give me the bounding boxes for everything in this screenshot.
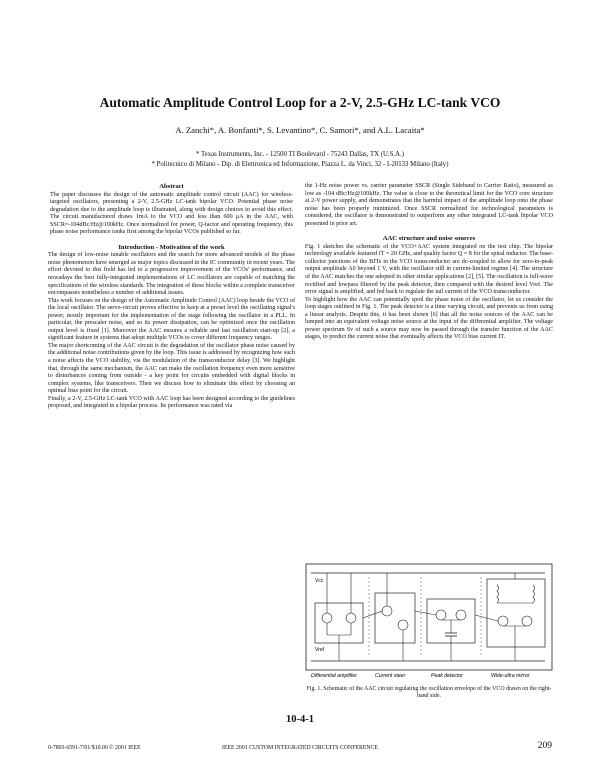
page-number: 209 xyxy=(537,741,552,751)
vco-transistor-b xyxy=(522,616,532,626)
wide-mirror-label: Wide-ultra mirror xyxy=(491,673,530,679)
right-column xyxy=(305,183,553,342)
diff-amp-label: Differential amplifier xyxy=(311,673,357,679)
intro-continued: the 1-Hz noise power vs. carrier parameter SSCR (Single Sideband to Carrier Ratio), measured as low as -104 dBc/Hz@100kHz. The value is close to the theoretical limit for the VCO core structure at 2-V power supply, and demonstrates that the harmful impact of the amplitude loop onto the phase noise has been properly minimized. Once SSCR normalized for technological parameters is considered, the oscillator is demonstrated to outperform any other integrated LC-tank bipolar VCO presented in prior art. xyxy=(305,183,553,227)
tank-inductor-a xyxy=(497,585,499,603)
left-column xyxy=(48,183,295,411)
aac-heading: AAC structure and noise sources xyxy=(382,235,476,243)
affiliation-ti: * Texas Instruments, Inc. - 12500 TI Boulevard - 75243 Dallas, TX (U.S.A.) xyxy=(196,151,404,158)
aac-schematic-figure xyxy=(305,563,553,683)
peak-transistor-b xyxy=(456,610,466,620)
affiliation-polimi: * Politecnico di Milano - Dip. di Elettronica ed Informazione, Piazza L. da Vinci, 32 - I-20133 Milano (Italy) xyxy=(151,161,449,168)
peak-detector-label: Peak detector xyxy=(431,673,464,679)
diff-amp-transistor-b xyxy=(346,613,356,623)
paper-authors: A. Zanchi*, A. Bonfanti*, S. Levantino*, C. Samori*, and A.L. Lacaita* xyxy=(175,125,425,135)
abstract-text: The paper discusses the design of the automatic amplitude control circuit (AAC) for wireless-targeted oscillators, presenting a 2-V, 2.5-GHz LC-tank bipolar VCO. Potential phase noise degradation due to the amplitude loop is illustrated, along with design choices to avoid this effect. The circuit manufactured draws 1mA to the VCO and less than 600 μA in the AAC, with SSCR=-104dBc/Hz@100kHz. Once normalized for power, Q-factor and operating frequency, this phase noise performance ranks first among the bipolar VCOs published so far. xyxy=(50,191,293,236)
steer-transistor-a xyxy=(382,606,392,616)
aac-paragraph-1: Fig. 1 sketches the schematic of the VCO+AAC system integrated on the test chip. The bipolar technology available featured fT = 20 GHz, and quality factor Q = 8 for the spiral inductor. The base-collector junctions of the BJTs in the VCO transconductor are dc-coupled to allow for zero-to-peak output amplitude A0 beyond 1 V, with the oscillator still in current-limited regime [4]. The structure of the AAC matches the one adopted in other similar applications [2], [5]. The oscillation is full-wave rectified and lowpass filtered by the peak detector, then compared with the desired level Vref. The error signal is amplified, and fed back to regulate the tail current of the VCO transconductor. xyxy=(305,243,553,296)
current-steer-block xyxy=(375,593,415,643)
footer-isbn: 0-7803-6591-7/01/$10.00 © 2001 IEEE xyxy=(48,745,141,751)
figure-caption: Fig. 1. Schematic of the AAC circuit regulating the oscillation envelope of the VCO drawn on the right-hand side. xyxy=(306,686,552,699)
vref-label: Vref xyxy=(315,647,324,653)
vco-transistor-a xyxy=(498,616,508,626)
intro-paragraph-1: The design of low-noise tunable oscillators and the search for more advanced models of the phase noise phenomenon have emerged as major topics discussed in the IC community in recent years. The effort devoted to this field has led to a progressive improvement of the VCOs' performance, and nowadays the best fully-integrated implementations of LC oscillators are capable of matching the specifications of the wireless standards. The integration of these blocks within a complete transceiver encompasses nonetheless a number of additional issues. xyxy=(48,252,295,297)
vcc-label: Vcc xyxy=(315,578,324,584)
footer-conference: IEEE 2001 CUSTOM INTEGRATED CIRCUITS CONFERENCE xyxy=(222,745,378,751)
current-steer-label: Current steer xyxy=(375,673,406,679)
intro-paragraph-4: Finally, a 2-V, 2.5-GHz LC-tank VCO with AAC loop has been designed according to the guidelines proposed, and integrated in a bipolar process. Its performance was rated via xyxy=(48,395,295,410)
aac-paragraph-2: To highlight how the AAC can potentially spoil the phase noise of the oscillator, let us consider the loop stages outlined in Fig. 1. The peak detector is a time varying circuit, and prevents us from using a linear analysis. Despite this, it has been shown [6] that all the noise sources of the AAC can be lumped into an equivalent voltage noise source at the input of the differential amplifier. The voltage power spectrum Sv of such a source may now be passed through the transfer function of the AAC stages, to predict the current noise that eventually affects the VCO bias current IT. xyxy=(305,296,553,341)
session-number: 10-4-1 xyxy=(286,714,314,725)
vco-core-block xyxy=(487,579,545,647)
tank-inductor-b xyxy=(533,585,535,603)
steer-transistor-b xyxy=(398,620,408,630)
abstract-heading: Abstract xyxy=(159,183,184,190)
intro-heading: Introduction - Motivation of the work xyxy=(118,243,225,251)
intro-paragraph-2: This work focuses on the design of the Automatic Amplitude Control (AAC) loop beside the VCO of the local oscillator. The servo-circuit proves effective to keep at a preset level the oscillating signal's power, mostly important for the implementation of the stage following the oscillator in a PLL. In particular, the prescaler noise, and so its power dissipation, can be optimized once the oscillation output level is fixed [1]. Moreover the AAC ensures a reliable and fast oscillation start-up [2], a significant feature in systems that adopt multiple VCOs to cover different frequency ranges. xyxy=(48,297,295,342)
intro-paragraph-3: The major shortcoming of the AAC circuit is the degradation of the oscillator phase noise caused by the additional noise contributions given by the loop. This issue is addressed by recognizing how such a noise affects the VCO stability, via the modulation of the transconductor delay [3]. We highlight that, through the same mechanism, the AAC can make the oscillation frequency even more sensitive to disturbances coming from outside - a key point for circuits embedded with digital blocks in complex systems, like transceivers. Then we discuss how to eliminate this effect by choosing an optimal bias point for the circuit. xyxy=(48,342,295,395)
paper-title: Automatic Amplitude Control Loop for a 2-V, 2.5-GHz LC-tank VCO xyxy=(99,95,501,110)
diff-amp-transistor-a xyxy=(322,613,332,623)
peak-transistor-a xyxy=(436,610,446,620)
